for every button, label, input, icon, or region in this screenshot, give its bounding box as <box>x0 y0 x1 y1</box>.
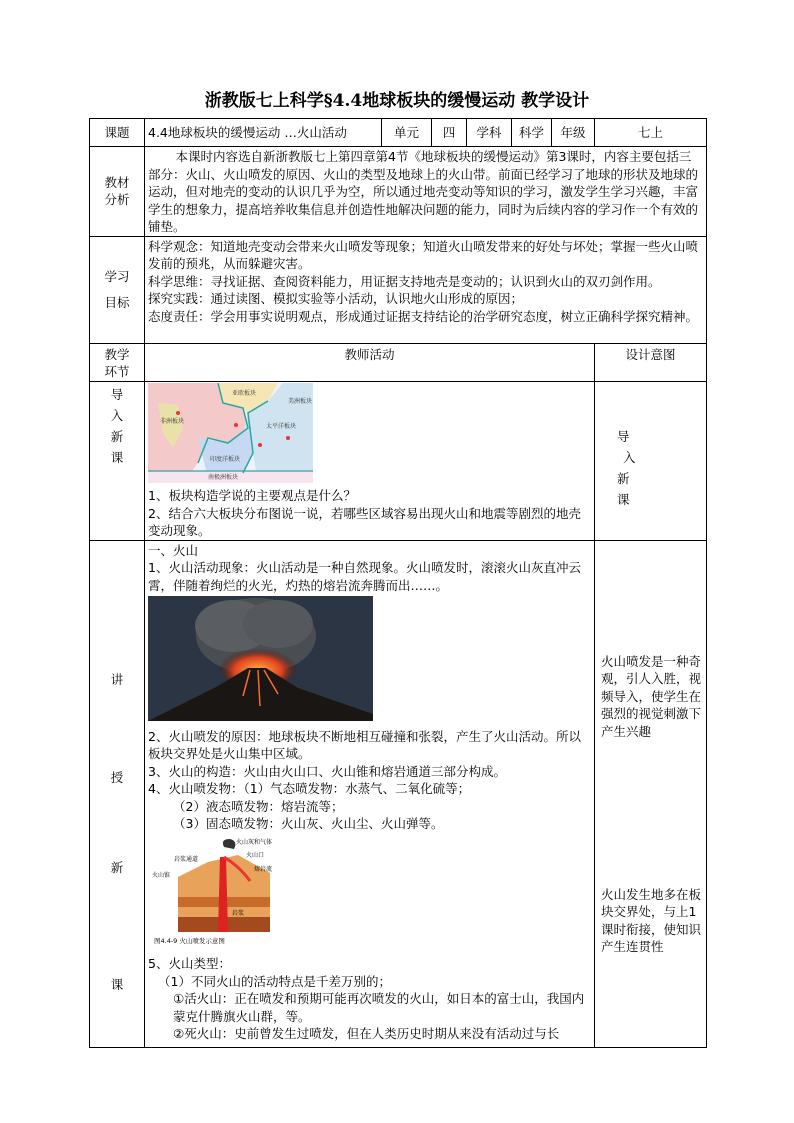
intro-question-1: 1、板块构造学说的主要观点是什么？ <box>148 488 356 503</box>
goal-item: 态度责任：学会用事实说明观点，形成通过证据支持结论的治学研究态度，树立正确科学探究精神。 <box>148 308 699 324</box>
diagram-caption: 图4.4-9 火山喷发示意图 <box>154 936 225 945</box>
stage-lecture: 讲 授 新 课 <box>90 540 145 1047</box>
goals-label: 学习 目标 <box>90 236 145 343</box>
map-label: 太平洋板块 <box>266 422 297 430</box>
volcano-structure-diagram <box>150 837 305 947</box>
map-label: 非洲板块 <box>160 417 185 425</box>
lecture-paragraph: 2、火山喷发的原因：地球板块不断地相互碰撞和张裂，产生了火山活动。所以板块交界处是火山集中区域。 <box>148 728 581 761</box>
intro-activity <box>145 381 595 540</box>
label-lesson: 课题 <box>90 119 145 147</box>
label-unit: 单元 <box>382 119 432 147</box>
goal-item: 科学思维：寻找证据、查阅资料能力，用证据支持地壳是变动的；认识到火山的双刃剑作用。 <box>148 273 661 289</box>
map-label: 亚欧板块 <box>232 389 257 397</box>
diagram-label: 岩浆 <box>232 909 245 917</box>
lecture-paragraph: ①活火山：正在喷发和预期可能再次喷发的火山，如日本的富士山，我国内蒙克什腾旗火山群，等。 <box>173 991 585 1024</box>
col-intent: 设计意图 <box>595 343 707 381</box>
unit-value: 四 <box>432 119 467 147</box>
goal-item: 科学观念：知道地壳变动会带来火山喷发等现象；知道火山喷发带来的好处与坏处；掌握一些火山喷发前的预兆，从而躲避灾害。 <box>148 238 699 271</box>
diagram-label: 火山灰和气体 <box>236 838 273 846</box>
goals-cell <box>145 236 707 343</box>
lecture-paragraph: （2）液态喷发物：熔岩流等； <box>173 798 344 814</box>
diagram-label: 熔岩流 <box>254 865 273 873</box>
diagram-label: 火山锥 <box>152 871 171 879</box>
intent-text: 火山喷发是一种奇观，引人入胜，视频导入，使学生在强烈的视觉刺激下产生兴趣 <box>601 653 702 739</box>
lecture-paragraph: ②死火山：史前曾发生过喷发，但在人类历史时期从来没有活动过与长 <box>173 1026 560 1041</box>
diagram-label: 岩浆通道 <box>174 855 199 863</box>
analysis-label: 教材 分析 <box>90 147 145 237</box>
intent-lecture <box>595 540 707 1047</box>
map-label: 南极洲板块 <box>208 473 239 481</box>
page-title: 浙教版七上科学§4.4地球板块的缓慢运动 教学设计 <box>204 91 590 111</box>
map-label: 印度洋板块 <box>210 455 241 463</box>
lecture-paragraph: 3、火山的构造：火山由火山口、火山锥和熔岩通道三部分构成。 <box>148 763 506 779</box>
subject-value: 科学 <box>512 119 552 147</box>
map-label: 美洲板块 <box>288 397 313 405</box>
intent-text: 火山发生地多在板块交界处，与上1课时衔接，使知识产生连贯性 <box>601 886 702 954</box>
section-heading: 一、火山 <box>148 542 199 558</box>
lecture-paragraph: 1、火山活动现象：火山活动是一种自然现象。火山喷发时，滚滚火山灰直冲云霄，伴随着绚烂的火光，灼热的熔岩流奔腾而出……。 <box>148 560 581 593</box>
lecture-paragraph: （1）不同火山的活动特点是千差万别的； <box>158 973 391 989</box>
analysis-text-cell <box>145 147 707 237</box>
lesson-plan-table <box>89 118 707 1048</box>
intro-question-2: 2、结合六大板块分布图说一说，若哪些区域容易出现火山和地震等剧烈的地壳变动现象。 <box>148 505 581 538</box>
stage-intro: 导 入 新 课 <box>90 381 145 540</box>
col-stage: 教学 环节 <box>90 343 145 381</box>
lecture-paragraph: 5、火山类型： <box>148 956 231 971</box>
lecture-paragraph: （3）固态喷发物：火山灰、火山尘、火山弹等。 <box>173 816 444 831</box>
col-teacher: 教师活动 <box>145 343 595 381</box>
volcano-eruption-photo <box>148 596 373 721</box>
goal-item: 探究实践：通过读图、模拟实验等小活动，认识地火山形成的原因； <box>148 291 524 306</box>
lecture-activity <box>145 540 595 1047</box>
lecture-paragraph: 4、火山喷发物：（1）气态喷发物：水蒸气、二氧化硫等； <box>148 781 471 796</box>
lesson-title: 4.4地球板块的缓慢运动 …火山活动 <box>145 119 382 147</box>
analysis-text: 本课时内容选自新浙教版七上第四章第4节《地球板块的缓慢运动》第3课时，内容主要包括三部分：火山、火山喷发的原因、火山的类型及地球上的火山带。前面已经学习了地球的形状及地球的运动，但对地壳的变动的认识几乎为空，所以通过地壳变动等知识的学习，激发学生学习兴趣，丰富学生的想象力，提高培养收集信息并创造性地解决问题的能力，同时为后续内容的学习作一个有效的铺垫。 <box>148 149 699 234</box>
plate-map-image <box>148 383 313 483</box>
label-grade: 年级 <box>552 119 595 147</box>
intent-intro: 导 入 新 课 <box>595 381 707 540</box>
grade-value: 七上 <box>595 119 707 147</box>
label-subject: 学科 <box>467 119 512 147</box>
diagram-label: 火山口 <box>246 851 265 859</box>
